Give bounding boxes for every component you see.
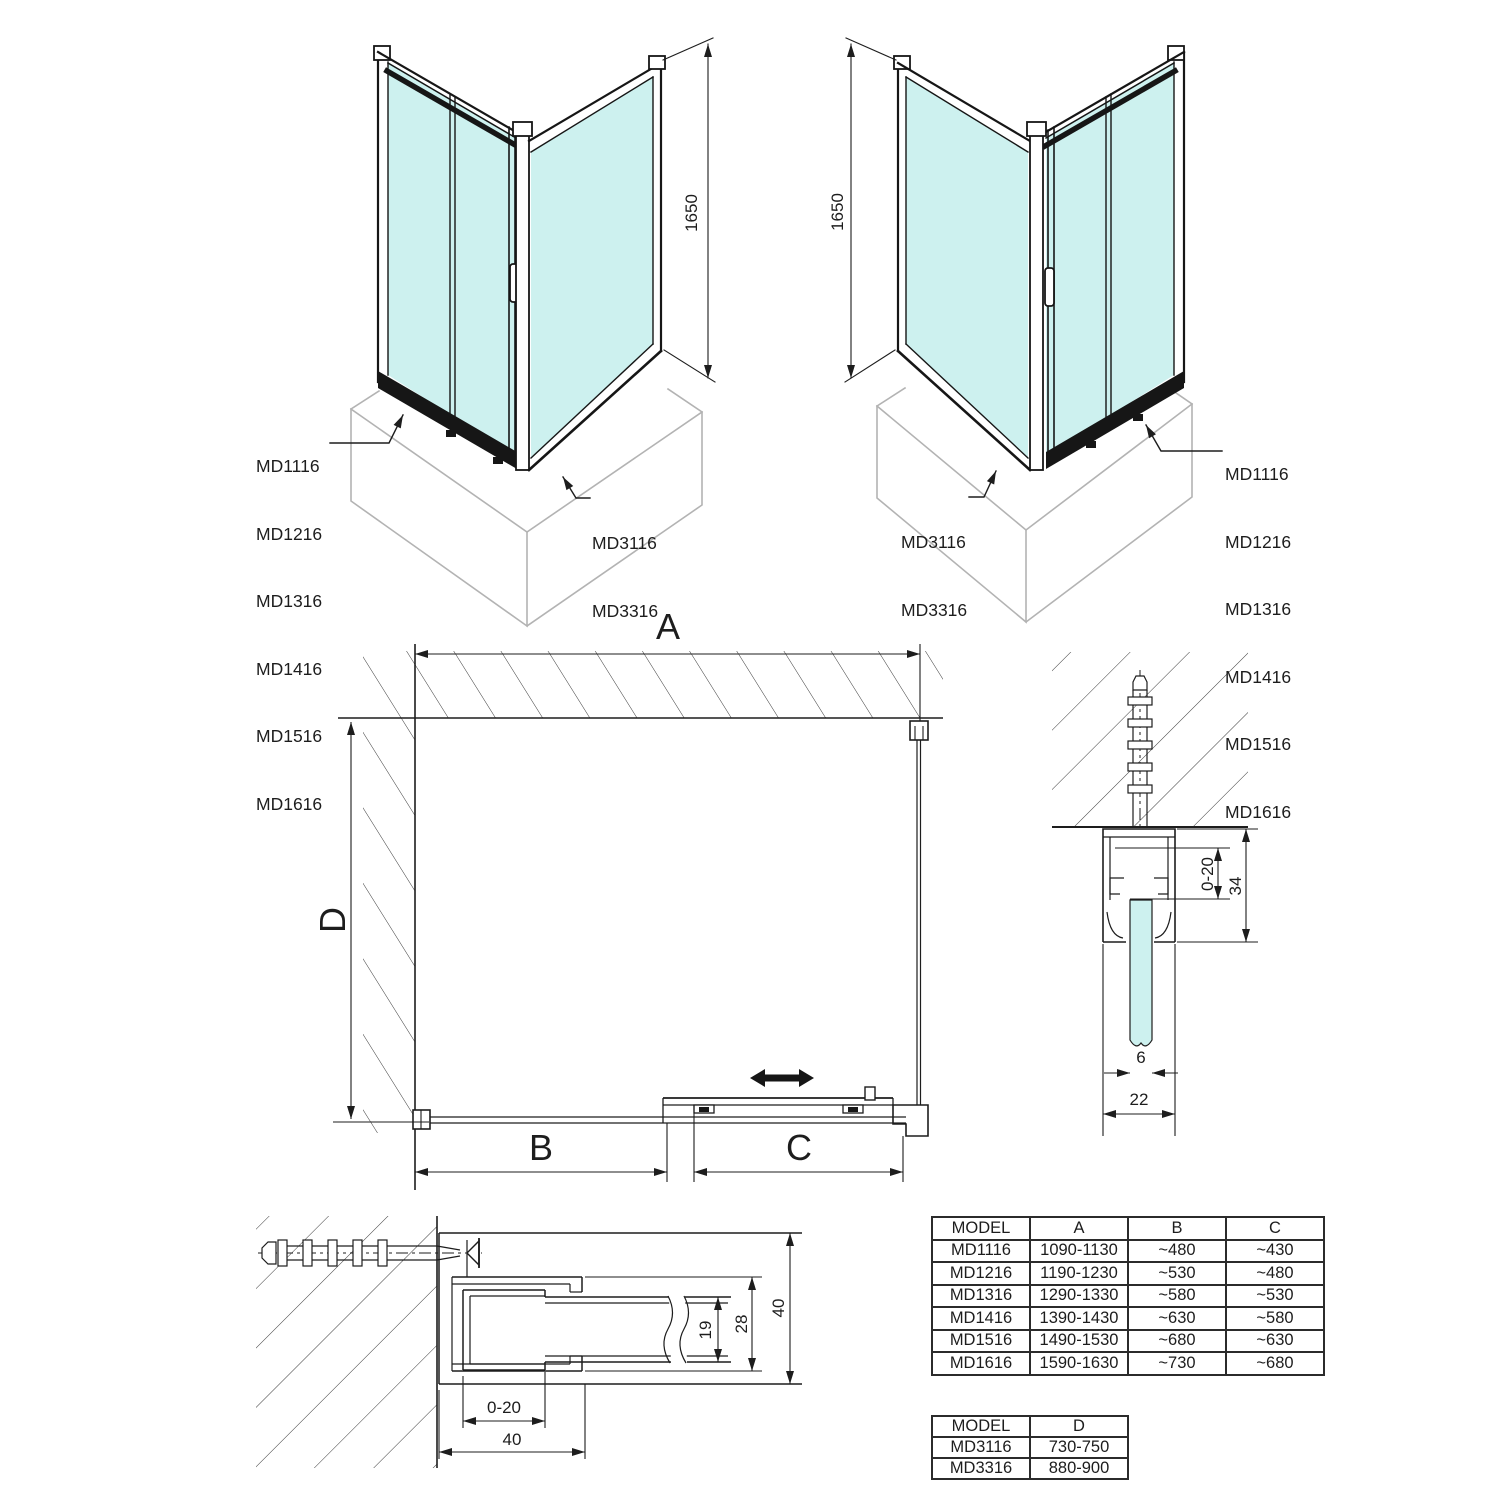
- cell: ~580: [1128, 1285, 1226, 1308]
- plan-dim-a: A: [655, 606, 680, 647]
- cell: 1390-1430: [1030, 1307, 1128, 1330]
- cell: MD1616: [932, 1352, 1030, 1375]
- model-label: MD1216: [256, 523, 323, 544]
- floor-section-adjust-label: 0-20: [486, 1398, 522, 1417]
- floor-section-width-label: 40: [502, 1430, 522, 1449]
- slide-direction-arrow: [750, 1069, 814, 1087]
- model-label: MD1616: [1225, 801, 1292, 822]
- plan-view: [333, 644, 943, 1190]
- model-label: MD3316: [592, 600, 659, 621]
- wall-section-depth-label: 34: [1226, 876, 1245, 896]
- cell: 1490-1530: [1030, 1330, 1128, 1353]
- header-cell: C: [1226, 1217, 1324, 1240]
- model-label: MD1216: [1225, 531, 1292, 552]
- total-depth-label: 40: [769, 1298, 788, 1318]
- table-header-row: [932, 1217, 1324, 1240]
- cell: MD3116: [932, 1437, 1030, 1458]
- model-label: MD1516: [1225, 734, 1292, 754]
- table-row: [932, 1262, 1324, 1285]
- cell: MD1216: [932, 1262, 1030, 1285]
- wall-section-width-label: 22: [1129, 1090, 1149, 1109]
- plan-wall-hatch: [363, 651, 943, 1133]
- table-row: [932, 1240, 1324, 1263]
- plan-dimensions: [333, 644, 920, 1182]
- model-label: MD1616: [256, 793, 323, 814]
- model-label: MD1316: [256, 591, 323, 611]
- wall-anchor: [1126, 670, 1154, 856]
- table-row: [932, 1437, 1128, 1458]
- cell: ~530: [1128, 1262, 1226, 1285]
- wall-hatch: [1052, 652, 1248, 827]
- side-panel-size-table: [931, 1415, 1129, 1480]
- side-model-list-right: [901, 486, 967, 644]
- table-row: [932, 1285, 1324, 1308]
- door-model-list-right: [1225, 418, 1291, 846]
- cell: MD3316: [932, 1458, 1030, 1479]
- header-cell: A: [1030, 1217, 1128, 1240]
- model-label: MD1516: [256, 726, 323, 746]
- door-handle-right: [1045, 268, 1054, 306]
- plan-dim-c: C: [786, 1127, 812, 1168]
- model-label: MD1116: [1225, 464, 1289, 484]
- height-dim-label-left: 1650: [682, 194, 701, 232]
- door-size-table: [931, 1216, 1325, 1376]
- table-row: [932, 1330, 1324, 1353]
- header-cell: MODEL: [932, 1217, 1030, 1240]
- cell: MD1516: [932, 1330, 1030, 1353]
- model-label: MD1416: [1225, 666, 1292, 687]
- model-label: MD1316: [1225, 599, 1292, 619]
- cell: MD1116: [932, 1240, 1030, 1263]
- cell: MD1416: [932, 1307, 1030, 1330]
- cell: ~480: [1226, 1262, 1324, 1285]
- cell: 1590-1630: [1030, 1352, 1128, 1375]
- cell: ~580: [1226, 1307, 1324, 1330]
- height-dim-label-right: 1650: [828, 193, 847, 231]
- cell: 730-750: [1030, 1437, 1128, 1458]
- cell: 1190-1230: [1030, 1262, 1128, 1285]
- wall-section-adjust-label: 0-20: [1198, 856, 1217, 892]
- cell: ~730: [1128, 1352, 1226, 1375]
- cell: ~630: [1226, 1330, 1324, 1353]
- model-label: MD3316: [901, 599, 968, 620]
- height-dim-right: [845, 38, 896, 382]
- glass-frame-depth-label: 19: [696, 1320, 715, 1340]
- plan-dim-d: D: [312, 907, 353, 933]
- model-label: MD3116: [592, 533, 657, 553]
- plan-dim-b: B: [528, 1127, 553, 1168]
- cell: ~530: [1226, 1285, 1324, 1308]
- cell: ~680: [1226, 1352, 1324, 1375]
- cell: 1290-1330: [1030, 1285, 1128, 1308]
- glass-section: [1130, 900, 1152, 1046]
- cell: 1090-1130: [1030, 1240, 1128, 1263]
- model-label: MD1416: [256, 658, 323, 679]
- table-header-row: [932, 1416, 1128, 1437]
- model-label: MD1116: [256, 456, 320, 476]
- cell: 880-900: [1030, 1458, 1128, 1479]
- glass-thickness-label: 6: [1136, 1048, 1146, 1067]
- cell: MD1316: [932, 1285, 1030, 1308]
- table-row: [932, 1352, 1324, 1375]
- header-cell: MODEL: [932, 1416, 1030, 1437]
- cell: ~430: [1226, 1240, 1324, 1263]
- header-cell: D: [1030, 1416, 1128, 1437]
- cell: ~630: [1128, 1307, 1226, 1330]
- model-label: MD3116: [901, 532, 966, 552]
- door-model-list-left: [256, 410, 322, 838]
- floor-section-dimensions: [439, 1233, 790, 1459]
- header-cell: B: [1128, 1217, 1226, 1240]
- frame-depth-label: 28: [732, 1314, 751, 1334]
- cell: ~480: [1128, 1240, 1226, 1263]
- table-row: [932, 1458, 1128, 1479]
- cell: ~680: [1128, 1330, 1226, 1353]
- table-row: [932, 1307, 1324, 1330]
